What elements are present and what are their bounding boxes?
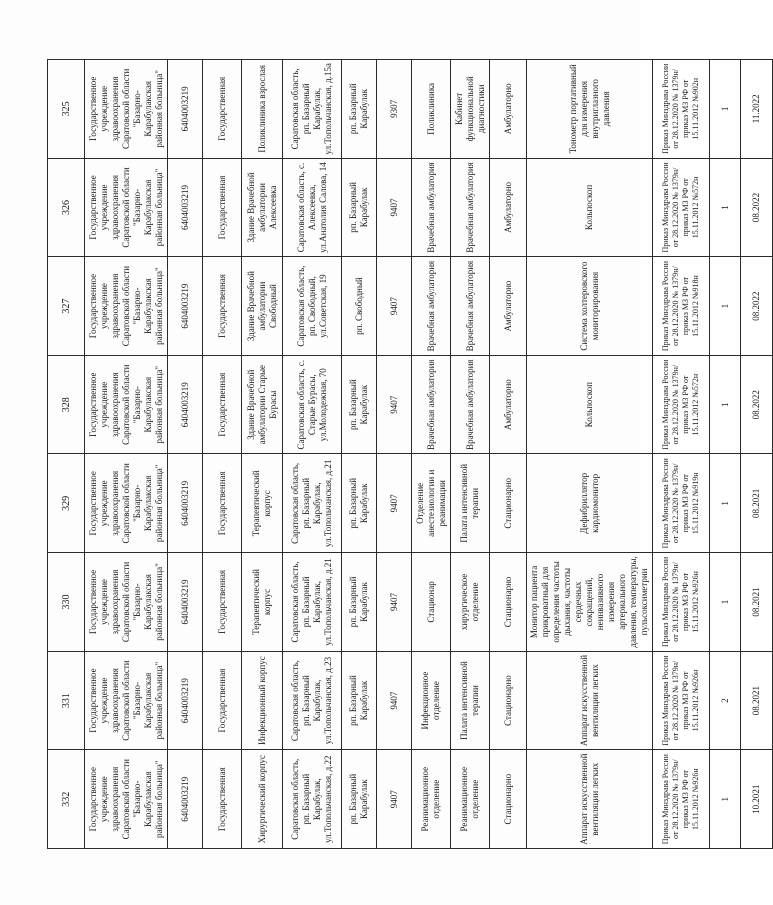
table-cell: Здание Врачебной амбулатории Алексеевка [242, 158, 283, 257]
table-cell: 6404003219 [168, 454, 203, 553]
table-cell: Амбулаторно [490, 355, 527, 454]
table-cell: Государственное учреждение здравоохранения Саратовской области "Базарно-Карабулакская районная больница" [85, 257, 168, 356]
table-row [490, 60, 527, 849]
table-cell: Государственная [203, 750, 242, 849]
table-cell: 08.2022 [741, 158, 773, 257]
table-cell: 1 [710, 553, 741, 652]
table-header-cell: 329 [48, 454, 85, 553]
table-header-cell: 326 [48, 158, 85, 257]
table-cell: Стационар [412, 553, 451, 652]
table-cell: 1 [710, 454, 741, 553]
table-cell: 6404003219 [168, 553, 203, 652]
table-cell: 6404003219 [168, 355, 203, 454]
table-cell: 08.2021 [741, 651, 773, 750]
table-cell: 6404003219 [168, 257, 203, 356]
table-cell: Кабинет функциональной диагностики [451, 60, 490, 159]
table-cell: рп. Базарный Карабулак [342, 553, 377, 652]
table-cell: Монитор пациента прикроватный для определения частоты дыхания, частоты сердечных сокращений, неинвазивного измерения артериального давления, температуры, пульсоксиметрии [527, 553, 653, 652]
table-header-cell: 325 [48, 60, 85, 159]
table-cell: Стационарно [490, 454, 527, 553]
table-cell: Государственная [203, 553, 242, 652]
table-cell: Инфекционный корпус [242, 651, 283, 750]
table-cell: Саратовская область, рп. Свободный, ул.Советская, 19 [283, 257, 342, 356]
table-cell: Палата интенсивной терапии [451, 454, 490, 553]
table-cell: Здание Врачебной амбулатории Старые Бурасы [242, 355, 283, 454]
table-cell: 9407 [377, 750, 412, 849]
table-cell: 10.2021 [741, 750, 773, 849]
table-cell: Амбулаторно [490, 60, 527, 159]
table-cell: Реанимационное отделение [412, 750, 451, 849]
table-cell: 9407 [377, 158, 412, 257]
table-header-cell: 328 [48, 355, 85, 454]
table-row [377, 60, 412, 849]
table-cell: Государственное учреждение здравоохранения Саратовской области "Базарно-Карабулакская районная больница" [85, 60, 168, 159]
table-cell: Врачебная амбулатория [451, 355, 490, 454]
table-cell: 08.2021 [741, 553, 773, 652]
table-cell: рп. Базарный Карабулак [342, 651, 377, 750]
table-row [168, 60, 203, 849]
table-cell: Приказ Минздрава России от 28.12.2020 № 1379н/приказ МЗ РФ от 15.11.2012 №572н [653, 158, 710, 257]
table-cell: Тонометр портативный для измерения внутриглазного давления [527, 60, 653, 159]
table-header-cell: 331 [48, 651, 85, 750]
table-cell: Государственное учреждение здравоохранения Саратовской области "Базарно-Карабулакская районная больница" [85, 158, 168, 257]
table-cell: 9407 [377, 355, 412, 454]
table-cell: Поликлиника взрослая [242, 60, 283, 159]
table-cell: 1 [710, 158, 741, 257]
table-cell: 9407 [377, 257, 412, 356]
table-cell: Отделение анестезиологии и реанимации [412, 454, 451, 553]
table-header-row [48, 60, 85, 849]
table-cell: Приказ Минздрава России от 28.12.2020 № 1379н/приказ МЗ РФ от 15.11.2012 №919н [653, 454, 710, 553]
table-cell: Аппарат искусственной вентиляции легких [527, 750, 653, 849]
table-header-cell: 327 [48, 257, 85, 356]
table-cell: Врачебная амбулатория [412, 158, 451, 257]
table-cell: Здание Врачебной амбулатории Свободный [242, 257, 283, 356]
table-cell: Инфекционное отделение [412, 651, 451, 750]
table-cell: 1 [710, 257, 741, 356]
table-cell: 9407 [377, 651, 412, 750]
table-cell: Государственная [203, 60, 242, 159]
table-cell: Приказ Минздрава России от 28.12.2020 № 1379н/приказ МЗ РФ от 15.11.2012 №926н [653, 553, 710, 652]
table-cell: 11.2022 [741, 60, 773, 159]
table-cell: Саратовская область, рп. Базарный Карабулак, ул.Топольчанская, д.23 [283, 651, 342, 750]
table-cell: Врачебная амбулатория [451, 257, 490, 356]
table-cell: 1 [710, 60, 741, 159]
table-cell: рп. Базарный Карабулак [342, 454, 377, 553]
table-cell: Терапевтический корпус [242, 454, 283, 553]
table-cell: 08.2022 [741, 257, 773, 356]
table-cell: Врачебная амбулатория [412, 355, 451, 454]
table-cell: Врачебная амбулатория [451, 158, 490, 257]
table-cell: 9407 [377, 454, 412, 553]
table-cell: Государственная [203, 257, 242, 356]
equipment-table [47, 59, 773, 849]
table-cell: Саратовская область, рп. Базарный Карабулак, ул.Топольчанская, д.21 [283, 454, 342, 553]
table-cell: Приказ Минздрава России от 28.12.2020 № 1379н/приказ МЗ РФ от 15.11.2012 №572н [653, 355, 710, 454]
table-cell: 9407 [377, 553, 412, 652]
table-row [85, 60, 168, 849]
table-cell: 08.2021 [741, 454, 773, 553]
table-cell: Государственное учреждение здравоохранения Саратовской области "Базарно-Карабулакская районная больница" [85, 355, 168, 454]
table-row [283, 60, 342, 849]
table-cell: Государственная [203, 454, 242, 553]
table-cell: Палата интенсивной терапии [451, 651, 490, 750]
table-cell: Саратовская область, с. Старые Бурасы, ул.Молодежная, 70 [283, 355, 342, 454]
table-cell: Приказ Минздрава России от 28.12.2020 № 1379н/приказ МЗ РФ от 15.11.2012 №918н [653, 257, 710, 356]
table-cell: Государственная [203, 158, 242, 257]
table-cell: рп. Свободный [342, 257, 377, 356]
table-cell: 9307 [377, 60, 412, 159]
table-row [653, 60, 710, 849]
table-cell: Хирургический корпус [242, 750, 283, 849]
table-cell: Кольпоскоп [527, 355, 653, 454]
table-header-cell: 330 [48, 553, 85, 652]
table-row [412, 60, 451, 849]
table-cell: Кольпоскоп [527, 158, 653, 257]
table-cell: Государственное учреждение здравоохранения Саратовской области "Базарно-Карабулакская районная больница" [85, 454, 168, 553]
table-row [741, 60, 773, 849]
table-cell: 6404003219 [168, 158, 203, 257]
table-cell: 6404003219 [168, 60, 203, 159]
table-row [451, 60, 490, 849]
table-cell: Стационарно [490, 553, 527, 652]
table-cell: рп. Базарный Карабулак [342, 355, 377, 454]
table-cell: 1 [710, 750, 741, 849]
table-cell: Стационарно [490, 651, 527, 750]
table-cell: Государственное учреждение здравоохранения Саратовской области "Базарно-Карабулакская районная больница" [85, 651, 168, 750]
table-cell: Дефибриллятор кардиомонитор [527, 454, 653, 553]
table-row [710, 60, 741, 849]
table-cell: хирургическое отделение [451, 553, 490, 652]
table-cell: Врачебная амбулатория [412, 257, 451, 356]
rotated-table-wrapper [47, 59, 761, 849]
table-cell: рп. Базарный Карабулак [342, 60, 377, 159]
table-cell: Терапевтический корпус [242, 553, 283, 652]
table-cell: 1 [710, 355, 741, 454]
table-cell: Государственная [203, 355, 242, 454]
table-cell: Саратовская область, рп. Базарный Карабулак, ул.Топольчанская, д.15а [283, 60, 342, 159]
table-cell: Система холтеровского мониторирования [527, 257, 653, 356]
table-row [242, 60, 283, 849]
table-row [527, 60, 653, 849]
table-header-cell: 332 [48, 750, 85, 849]
equipment-table-body [48, 60, 773, 849]
table-cell: Приказ Минздрава России от 28.12.2020 № 1379н/приказ МЗ РФ от 15.11.2012 №926н [653, 750, 710, 849]
table-cell: Реанимационное отделение [451, 750, 490, 849]
table-cell: 2 [710, 651, 741, 750]
table-cell: Амбулаторно [490, 158, 527, 257]
table-cell: Амбулаторно [490, 257, 527, 356]
table-cell: Государственная [203, 651, 242, 750]
table-cell: Саратовская область, рп. Базарный Карабулак, ул.Топольчанская, д.22 [283, 750, 342, 849]
table-cell: 6404003219 [168, 651, 203, 750]
table-cell: Приказ Минздрава России от 28.12.2020 № 1379н/приказ МЗ РФ от 15.11.2012 №926н [653, 651, 710, 750]
table-cell: рп. Базарный Карабулак [342, 158, 377, 257]
table-cell: Аппарат искусственной вентиляции легких [527, 651, 653, 750]
table-cell: Приказ Минздрава России от 28.12.2020 № 1379н/приказ МЗ РФ от 15.11.2012 №902н [653, 60, 710, 159]
table-cell: рп. Базарный Карабулак [342, 750, 377, 849]
table-cell: Стационарно [490, 750, 527, 849]
table-row [342, 60, 377, 849]
table-cell: 08.2022 [741, 355, 773, 454]
table-cell: Саратовская область, рп. Базарный Карабулак, ул.Топольчанская, д.21 [283, 553, 342, 652]
table-cell: Саратовская область, с. Алексеевка, ул.Анатолия Салова, 14 [283, 158, 342, 257]
table-cell: Государственное учреждение здравоохранения Саратовской области "Базарно-Карабулакская районная больница" [85, 750, 168, 849]
table-row [203, 60, 242, 849]
table-cell: 6404003219 [168, 750, 203, 849]
table-cell: Государственное учреждение здравоохранения Саратовской области "Базарно-Карабулакская районная больница" [85, 553, 168, 652]
table-cell: Поликлиника [412, 60, 451, 159]
